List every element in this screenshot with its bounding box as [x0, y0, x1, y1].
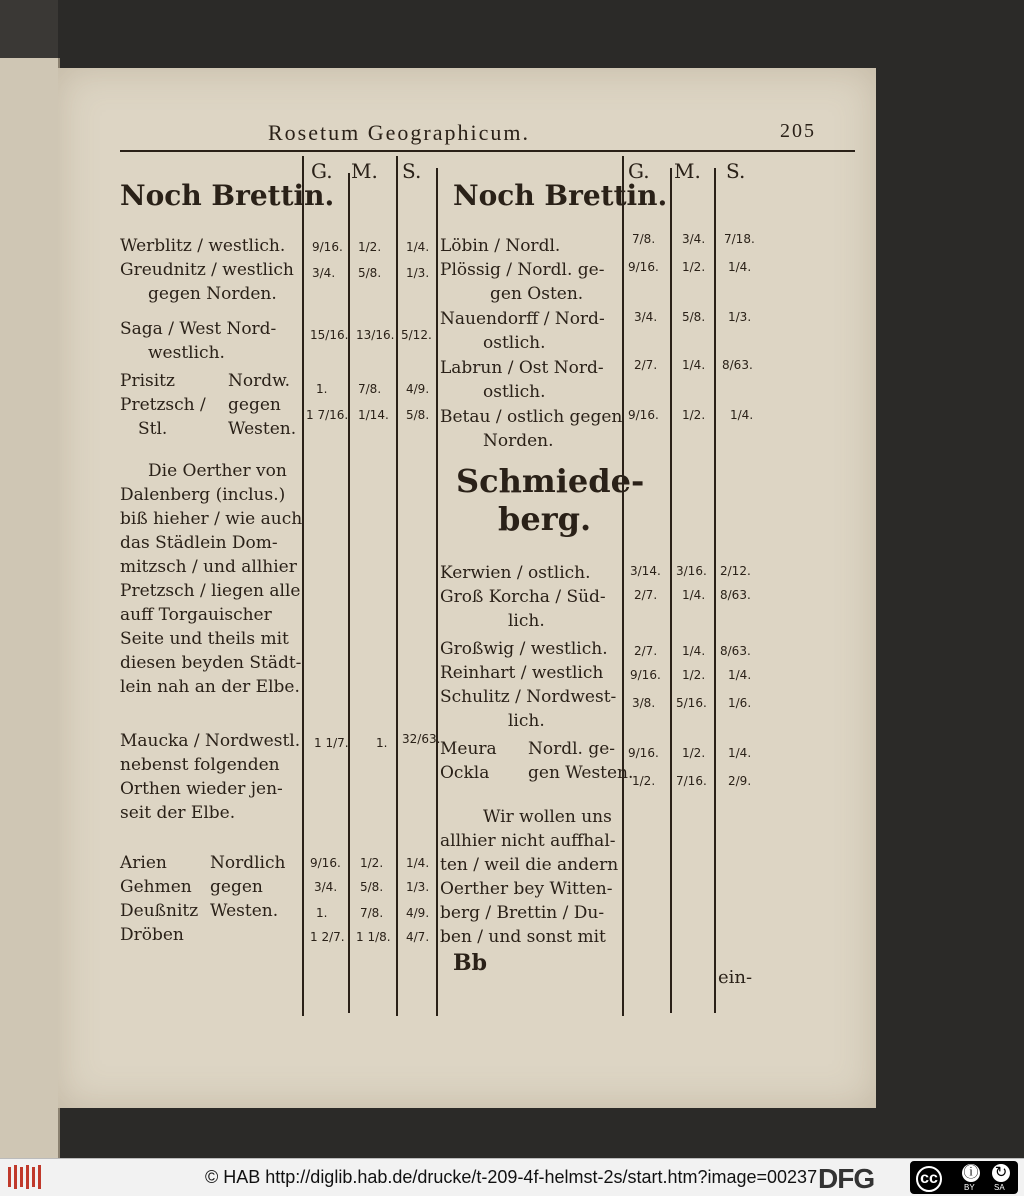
group2-dir-3: Westen.	[210, 901, 279, 921]
maucka-line-3: Orthen wieder jen-	[120, 779, 283, 799]
r2-val-3-g: 2/7.	[634, 644, 658, 658]
val-pretzsch-s: 5/8.	[406, 408, 430, 422]
val-g2-g-2: 3/4.	[314, 880, 338, 894]
cc-icon: cc	[916, 1166, 942, 1192]
para-line-1: Die Oerther von	[148, 461, 287, 481]
rule-right-1	[622, 156, 624, 1016]
right2-line-2: Groß Korcha / Süd-	[440, 587, 606, 607]
by-icon: ⓘ	[963, 1164, 979, 1181]
para-line-5: mitzsch / und allhier	[120, 557, 297, 577]
r2-val-4-m: 1/2.	[682, 668, 706, 682]
r2-val-1-m: 3/16.	[676, 564, 707, 578]
right-line-7: ostlich.	[483, 382, 546, 402]
maucka-line-2: nebenst folgenden	[120, 755, 280, 775]
val-g2-m-3: 7/8.	[360, 906, 384, 920]
r-val-1-m: 3/4.	[682, 232, 706, 246]
val-prisitz-g: 1.	[316, 382, 328, 396]
r2-val-3-s: 8/63.	[720, 644, 751, 658]
val-saga-g: 15/16.	[310, 328, 349, 342]
val-maucka-g: 1 1/7.	[314, 736, 349, 750]
val-g2-s-1: 1/4.	[406, 856, 430, 870]
r-val-1-s: 7/18.	[724, 232, 755, 246]
para-line-6: Pretzsch / liegen alle	[120, 581, 301, 601]
r2-val-5-g: 3/8.	[632, 696, 656, 710]
val-g2-s-2: 1/3.	[406, 880, 430, 894]
val-g2-g-3: 1.	[316, 906, 328, 920]
col-header-s-left: S.	[402, 159, 422, 183]
right-line-1: Löbin / Nordl.	[440, 236, 561, 256]
rule-left-2	[348, 173, 350, 1013]
right-line-2: Plössig / Nordl. ge-	[440, 260, 605, 280]
closing-line-3: ten / weil die andern	[440, 855, 619, 875]
dfg-logo: DFG	[818, 1163, 875, 1194]
footer-bar	[0, 1158, 1024, 1196]
rule-mid	[436, 168, 438, 1016]
para-line-3: biß hieher / wie auch	[120, 509, 303, 529]
entry-prisitz: Prisitz	[120, 371, 175, 391]
sa-icon: ↻	[992, 1164, 1010, 1182]
right-heading2-line1: Schmiede-	[456, 462, 645, 500]
col-header-g-left: G.	[311, 159, 333, 183]
r-val-5-s: 1/4.	[730, 408, 754, 422]
r2-val-5-m: 5/16.	[676, 696, 707, 710]
r-val-4-m: 1/4.	[682, 358, 706, 372]
right2-line-7: lich.	[508, 711, 545, 731]
r-val-5-m: 1/2.	[682, 408, 706, 422]
r2-val-1-g: 3/14.	[630, 564, 661, 578]
right2-line-9: Ockla	[440, 763, 490, 783]
val-pretzsch-g: 1 7/16.	[306, 408, 349, 422]
right-heading: Noch Brettin.	[453, 179, 668, 212]
page-header-title: Rosetum Geographicum.	[268, 120, 530, 145]
r2-val-7-m: 7/16.	[676, 774, 707, 788]
para-line-4: das Städlein Dom-	[120, 533, 278, 553]
right-line-4: Nauendorff / Nord-	[440, 309, 605, 329]
val-g2-m-4: 1 1/8.	[356, 930, 391, 944]
closing-line-2: allhier nicht auffhal-	[440, 831, 616, 851]
hab-logo-icon	[6, 1163, 46, 1191]
page-number: 205	[780, 120, 816, 142]
r-val-4-s: 8/63.	[722, 358, 753, 372]
r2-val-2-m: 1/4.	[682, 588, 706, 602]
closing-line-1: Wir wollen uns	[483, 807, 612, 827]
right2-line-1: Kerwien / ostlich.	[440, 563, 591, 583]
entry-werblitz: Werblitz / westlich.	[120, 236, 286, 256]
entry-dir-westen: Westen.	[228, 419, 297, 439]
r2-val-4-g: 9/16.	[630, 668, 661, 682]
maucka-line-1: Maucka / Nordwestl.	[120, 731, 301, 751]
right2-line-3: lich.	[508, 611, 545, 631]
maucka-line-4: seit der Elbe.	[120, 803, 236, 823]
left-heading: Noch Brettin.	[120, 179, 335, 212]
right-line-6: Labrun / Ost Nord-	[440, 358, 604, 378]
r-val-2-s: 1/4.	[728, 260, 752, 274]
val-g2-m-1: 1/2.	[360, 856, 384, 870]
r2-val-2-g: 2/7.	[634, 588, 658, 602]
previous-page-edge	[0, 58, 60, 1158]
right-line-8: Betau / ostlich gegen	[440, 407, 623, 427]
col-header-g-right: G.	[628, 159, 650, 183]
r-val-1-g: 7/8.	[632, 232, 656, 246]
entry-greudnitz-cont: gegen Norden.	[148, 284, 277, 304]
val-prisitz-m: 7/8.	[358, 382, 382, 396]
val-saga-s: 5/12.	[401, 328, 432, 342]
entry-dir-gegen: gegen	[228, 395, 281, 415]
right2-line-4: Großwig / westlich.	[440, 639, 608, 659]
group2-gehmen: Gehmen	[120, 877, 192, 897]
entry-greudnitz: Greudnitz / westlich	[120, 260, 294, 280]
r2-val-1-s: 2/12.	[720, 564, 751, 578]
closing-line-5: berg / Brettin / Du-	[440, 903, 605, 923]
para-line-10: lein nah an der Elbe.	[120, 677, 300, 697]
rule-left-3	[396, 156, 398, 1016]
sa-label: SA	[994, 1183, 1005, 1192]
r2-val-4-s: 1/4.	[728, 668, 752, 682]
col-header-m-right: M.	[674, 159, 701, 183]
group2-dir-1: Nordlich	[210, 853, 286, 873]
right-line-5: ostlich.	[483, 333, 546, 353]
r2-val-3-m: 1/4.	[682, 644, 706, 658]
rule-left-1	[302, 156, 304, 1016]
cc-license-badge[interactable]	[910, 1161, 1018, 1194]
col-header-m-left: M.	[351, 159, 378, 183]
val-greudnitz-m: 5/8.	[358, 266, 382, 280]
para-line-7: auff Torgauischer	[120, 605, 272, 625]
r2-val-6-m: 1/2.	[682, 746, 706, 760]
val-saga-m: 13/16.	[356, 328, 395, 342]
r2-val-6-g: 9/16.	[628, 746, 659, 760]
r2-val-7-g: 1/2.	[632, 774, 656, 788]
para-line-2: Dalenberg (inclus.)	[120, 485, 286, 505]
group2-deussnitz: Deußnitz	[120, 901, 199, 921]
r-val-3-s: 1/3.	[728, 310, 752, 324]
r2-val-7-s: 2/9.	[728, 774, 752, 788]
entry-saga-cont: westlich.	[148, 343, 225, 363]
r-val-4-g: 2/7.	[634, 358, 658, 372]
val-greudnitz-g: 3/4.	[312, 266, 336, 280]
val-g2-s-3: 4/9.	[406, 906, 430, 920]
val-maucka-m: 1.	[376, 736, 388, 750]
r2-val-2-s: 8/63.	[720, 588, 751, 602]
entry-dir-nordw: Nordw.	[228, 371, 291, 391]
val-g2-g-4: 1 2/7.	[310, 930, 345, 944]
val-maucka-s: 32/63.	[402, 732, 441, 746]
val-g2-g-1: 9/16.	[310, 856, 341, 870]
book-page	[58, 68, 876, 1108]
entry-saga: Saga / West Nord-	[120, 319, 277, 339]
entry-stl: Stl.	[138, 419, 168, 439]
right-heading2-line2: berg.	[498, 500, 592, 538]
para-line-9: diesen beyden Städt-	[120, 653, 302, 673]
para-line-8: Seite und theils mit	[120, 629, 289, 649]
group2-dir-2: gegen	[210, 877, 263, 897]
entry-pretzsch: Pretzsch /	[120, 395, 206, 415]
group2-droeben: Dröben	[120, 925, 184, 945]
col-header-s-right: S.	[726, 159, 746, 183]
rule-right-2	[670, 168, 672, 1013]
by-label: BY	[964, 1183, 975, 1192]
right2-line-8: Meura	[440, 739, 497, 759]
right-line-9: Norden.	[483, 431, 554, 451]
r-val-3-m: 5/8.	[682, 310, 706, 324]
right-line-3: gen Osten.	[490, 284, 584, 304]
val-g2-m-2: 5/8.	[360, 880, 384, 894]
r-val-3-g: 3/4.	[634, 310, 658, 324]
closing-line-4: Oerther bey Witten-	[440, 879, 613, 899]
group2-arien: Arien	[120, 853, 167, 873]
val-greudnitz-s: 1/3.	[406, 266, 430, 280]
r-val-2-g: 9/16.	[628, 260, 659, 274]
permalink[interactable]: © HAB http://diglib.hab.de/drucke/t-209-4f-helmst-2s/start.htm?image=00237	[205, 1167, 818, 1187]
val-prisitz-s: 4/9.	[406, 382, 430, 396]
closing-line-6: ben / und sonst mit	[440, 927, 606, 947]
val-werblitz-g: 9/16.	[312, 240, 343, 254]
r-val-5-g: 9/16.	[628, 408, 659, 422]
val-g2-s-4: 4/7.	[406, 930, 430, 944]
right2-line-5: Reinhart / westlich	[440, 663, 604, 683]
r-val-2-m: 1/2.	[682, 260, 706, 274]
header-rule	[120, 150, 855, 152]
val-pretzsch-m: 1/14.	[358, 408, 389, 422]
r2-val-6-s: 1/4.	[728, 746, 752, 760]
signature-mark: Bb	[453, 950, 487, 976]
rule-right-3	[714, 168, 716, 1013]
right2-line-11: gen Westen.	[528, 763, 634, 783]
catchword: ein-	[718, 967, 753, 988]
right2-line-6: Schulitz / Nordwest-	[440, 687, 617, 707]
val-werblitz-s: 1/4.	[406, 240, 430, 254]
r2-val-5-s: 1/6.	[728, 696, 752, 710]
right2-line-10: Nordl. ge-	[528, 739, 616, 759]
val-werblitz-m: 1/2.	[358, 240, 382, 254]
